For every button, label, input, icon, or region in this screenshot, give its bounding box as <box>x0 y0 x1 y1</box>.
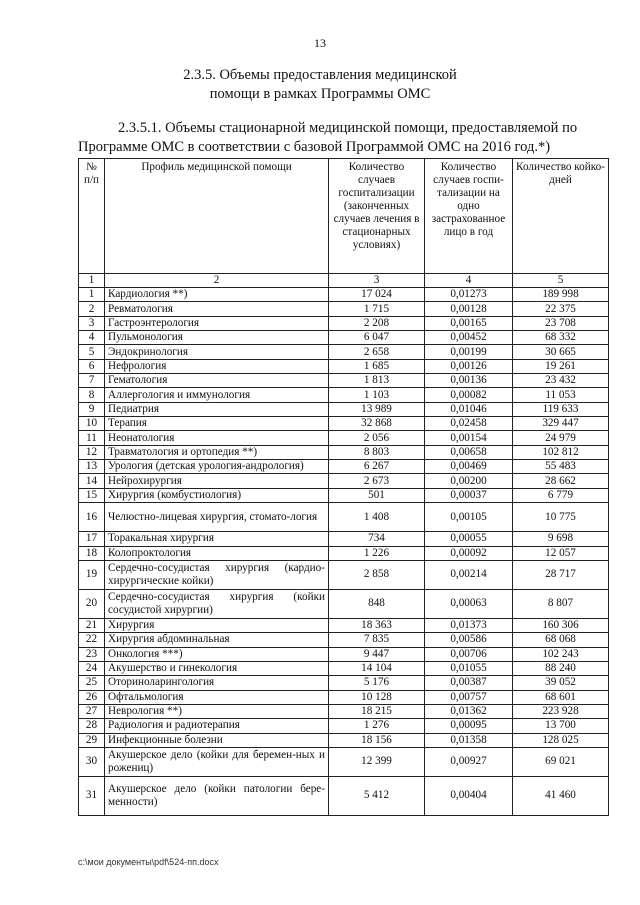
header-profile: Профиль медицинской помощи <box>105 159 329 274</box>
table-row <box>79 474 609 488</box>
row-per-person: 0,00055 <box>425 532 513 546</box>
header-number: № п/п <box>79 159 105 274</box>
table-row <box>79 776 609 815</box>
row-profile: Педиатрия <box>105 402 329 416</box>
row-number: 31 <box>79 776 105 815</box>
row-cases: 12 399 <box>329 747 425 776</box>
row-number: 13 <box>79 460 105 474</box>
table-row <box>79 388 609 402</box>
table-row <box>79 589 609 618</box>
row-per-person: 0,00658 <box>425 445 513 459</box>
table-row <box>79 733 609 747</box>
row-cases: 7 835 <box>329 633 425 647</box>
row-number: 21 <box>79 618 105 632</box>
subsection-title: 2.3.5.1. Объемы стационарной медицинской помощи, предоставляемой по Программе ОМС в соответствии с базовой Программой ОМС на 2016 год.*) <box>78 120 578 155</box>
row-per-person: 0,00082 <box>425 388 513 402</box>
table-row <box>79 417 609 431</box>
row-per-person: 0,00387 <box>425 676 513 690</box>
row-profile: Нейрохирургия <box>105 474 329 488</box>
row-per-person: 0,00706 <box>425 647 513 661</box>
row-bed-days: 13 700 <box>513 719 609 733</box>
row-profile: Акушерство и гинекология <box>105 661 329 675</box>
row-number: 30 <box>79 747 105 776</box>
row-profile: Офтальмология <box>105 690 329 704</box>
row-number: 19 <box>79 560 105 589</box>
row-bed-days: 23 708 <box>513 316 609 330</box>
row-bed-days: 189 998 <box>513 288 609 302</box>
row-cases: 1 813 <box>329 374 425 388</box>
row-per-person: 0,00927 <box>425 747 513 776</box>
row-bed-days: 12 057 <box>513 546 609 560</box>
row-profile: Пульмонология <box>105 331 329 345</box>
row-cases: 18 363 <box>329 618 425 632</box>
page-number: 13 <box>314 36 326 50</box>
table-row <box>79 661 609 675</box>
table-row <box>79 345 609 359</box>
row-cases: 13 989 <box>329 402 425 416</box>
row-cases: 5 176 <box>329 676 425 690</box>
row-per-person: 0,00105 <box>425 503 513 532</box>
row-number: 17 <box>79 532 105 546</box>
row-per-person: 0,00469 <box>425 460 513 474</box>
row-bed-days: 68 601 <box>513 690 609 704</box>
row-bed-days: 160 306 <box>513 618 609 632</box>
table-row <box>79 690 609 704</box>
row-bed-days: 23 432 <box>513 374 609 388</box>
table-row <box>79 704 609 718</box>
row-number: 15 <box>79 488 105 502</box>
row-per-person: 0,00404 <box>425 776 513 815</box>
row-cases: 1 408 <box>329 503 425 532</box>
table-row <box>79 488 609 502</box>
row-profile: Гематология <box>105 374 329 388</box>
row-per-person: 0,00037 <box>425 488 513 502</box>
column-number: 4 <box>425 274 513 288</box>
row-cases: 17 024 <box>329 288 425 302</box>
row-bed-days: 128 025 <box>513 733 609 747</box>
row-number: 8 <box>79 388 105 402</box>
row-profile: Акушерское дело (койки патологии бере-менности) <box>105 776 329 815</box>
row-cases: 2 056 <box>329 431 425 445</box>
row-bed-days: 28 717 <box>513 560 609 589</box>
row-bed-days: 28 662 <box>513 474 609 488</box>
header-per-person: Количество случаев госпи-тализации на одно застрахованное лицо в год <box>425 159 513 274</box>
row-bed-days: 39 052 <box>513 676 609 690</box>
row-profile: Терапия <box>105 417 329 431</box>
row-per-person: 0,00214 <box>425 560 513 589</box>
row-cases: 1 226 <box>329 546 425 560</box>
row-cases: 1 276 <box>329 719 425 733</box>
row-bed-days: 30 665 <box>513 345 609 359</box>
row-bed-days: 68 332 <box>513 331 609 345</box>
row-number: 2 <box>79 302 105 316</box>
row-cases: 10 128 <box>329 690 425 704</box>
row-number: 4 <box>79 331 105 345</box>
row-profile: Кардиология **) <box>105 288 329 302</box>
row-per-person: 0,00095 <box>425 719 513 733</box>
row-number: 6 <box>79 359 105 373</box>
row-bed-days: 55 483 <box>513 460 609 474</box>
table-row <box>79 445 609 459</box>
section-title <box>0 66 640 104</box>
row-number: 22 <box>79 633 105 647</box>
row-number: 23 <box>79 647 105 661</box>
row-number: 18 <box>79 546 105 560</box>
row-profile: Травматология и ортопедия **) <box>105 445 329 459</box>
row-bed-days: 24 979 <box>513 431 609 445</box>
row-per-person: 0,00757 <box>425 690 513 704</box>
row-number: 24 <box>79 661 105 675</box>
row-number: 7 <box>79 374 105 388</box>
table-row <box>79 747 609 776</box>
section-title-line-1: 2.3.5. Объемы предоставления медицинской <box>183 67 457 83</box>
row-number: 14 <box>79 474 105 488</box>
table-row <box>79 503 609 532</box>
row-per-person: 0,00200 <box>425 474 513 488</box>
row-per-person: 0,01358 <box>425 733 513 747</box>
row-profile: Челюстно-лицевая хирургия, стомато-логия <box>105 503 329 532</box>
row-per-person: 0,01055 <box>425 661 513 675</box>
row-bed-days: 9 698 <box>513 532 609 546</box>
row-per-person: 0,01273 <box>425 288 513 302</box>
row-bed-days: 19 261 <box>513 359 609 373</box>
header-cases: Количество случаев госпитализации (законченных случаев лечения в стационарных условиях) <box>329 159 425 274</box>
row-number: 28 <box>79 719 105 733</box>
table-row <box>79 546 609 560</box>
row-bed-days: 102 243 <box>513 647 609 661</box>
table-row <box>79 316 609 330</box>
row-bed-days: 119 633 <box>513 402 609 416</box>
row-bed-days: 22 375 <box>513 302 609 316</box>
row-cases: 2 658 <box>329 345 425 359</box>
row-profile: Нефрология <box>105 359 329 373</box>
row-bed-days: 8 807 <box>513 589 609 618</box>
row-cases: 18 156 <box>329 733 425 747</box>
row-cases: 501 <box>329 488 425 502</box>
row-number: 26 <box>79 690 105 704</box>
row-per-person: 0,00092 <box>425 546 513 560</box>
row-bed-days: 223 928 <box>513 704 609 718</box>
row-profile: Ревматология <box>105 302 329 316</box>
row-per-person: 0,01362 <box>425 704 513 718</box>
table-row <box>79 560 609 589</box>
row-cases: 18 215 <box>329 704 425 718</box>
row-per-person: 0,00128 <box>425 302 513 316</box>
row-per-person: 0,01046 <box>425 402 513 416</box>
row-profile: Хирургия абдоминальная <box>105 633 329 647</box>
row-per-person: 0,02458 <box>425 417 513 431</box>
row-profile: Хирургия (комбустиология) <box>105 488 329 502</box>
column-number: 1 <box>79 274 105 288</box>
row-profile: Гастроэнтерология <box>105 316 329 330</box>
row-bed-days: 41 460 <box>513 776 609 815</box>
row-profile: Инфекционные болезни <box>105 733 329 747</box>
row-cases: 1 103 <box>329 388 425 402</box>
table-row <box>79 618 609 632</box>
row-per-person: 0,00165 <box>425 316 513 330</box>
row-number: 1 <box>79 288 105 302</box>
row-per-person: 0,00136 <box>425 374 513 388</box>
row-profile: Эндокринология <box>105 345 329 359</box>
row-number: 29 <box>79 733 105 747</box>
row-number: 20 <box>79 589 105 618</box>
row-profile: Торакальная хирургия <box>105 532 329 546</box>
row-cases: 14 104 <box>329 661 425 675</box>
row-number: 11 <box>79 431 105 445</box>
row-cases: 2 858 <box>329 560 425 589</box>
row-per-person: 0,00452 <box>425 331 513 345</box>
table-row <box>79 460 609 474</box>
table-row <box>79 719 609 733</box>
footer-file-path: c:\мои документы\pdf\524-пп.docx <box>78 857 219 867</box>
row-number: 5 <box>79 345 105 359</box>
row-cases: 6 267 <box>329 460 425 474</box>
table-row <box>79 431 609 445</box>
table-header-row <box>79 159 609 274</box>
column-number: 5 <box>513 274 609 288</box>
row-number: 9 <box>79 402 105 416</box>
table-row <box>79 374 609 388</box>
row-profile: Хирургия <box>105 618 329 632</box>
section-title-line-2: помощи в рамках Программы ОМС <box>209 86 431 102</box>
row-per-person: 0,00199 <box>425 345 513 359</box>
table-row <box>79 633 609 647</box>
row-bed-days: 6 779 <box>513 488 609 502</box>
row-bed-days: 102 812 <box>513 445 609 459</box>
row-profile: Оториноларингология <box>105 676 329 690</box>
column-number: 3 <box>329 274 425 288</box>
row-number: 25 <box>79 676 105 690</box>
row-profile: Неонатология <box>105 431 329 445</box>
row-per-person: 0,00586 <box>425 633 513 647</box>
row-number: 27 <box>79 704 105 718</box>
table-row <box>79 359 609 373</box>
row-per-person: 0,01373 <box>425 618 513 632</box>
row-number: 16 <box>79 503 105 532</box>
row-cases: 9 447 <box>329 647 425 661</box>
row-bed-days: 88 240 <box>513 661 609 675</box>
row-cases: 848 <box>329 589 425 618</box>
hospital-care-volume-table <box>78 158 609 816</box>
row-cases: 5 412 <box>329 776 425 815</box>
row-bed-days: 329 447 <box>513 417 609 431</box>
row-cases: 2 673 <box>329 474 425 488</box>
row-cases: 8 803 <box>329 445 425 459</box>
table-row <box>79 532 609 546</box>
row-cases: 1 715 <box>329 302 425 316</box>
row-bed-days: 10 775 <box>513 503 609 532</box>
row-profile: Сердечно-сосудистая хирургия (кардио-хирургические койки) <box>105 560 329 589</box>
table-row <box>79 302 609 316</box>
row-per-person: 0,00126 <box>425 359 513 373</box>
row-cases: 6 047 <box>329 331 425 345</box>
row-cases: 1 685 <box>329 359 425 373</box>
row-profile: Радиология и радиотерапия <box>105 719 329 733</box>
column-number: 2 <box>105 274 329 288</box>
table-row <box>79 647 609 661</box>
row-number: 10 <box>79 417 105 431</box>
row-bed-days: 11 053 <box>513 388 609 402</box>
column-numbering-row <box>79 274 609 288</box>
row-profile: Сердечно-сосудистая хирургия (койки сосудистой хирургии) <box>105 589 329 618</box>
row-profile: Колопроктология <box>105 546 329 560</box>
row-bed-days: 69 021 <box>513 747 609 776</box>
row-number: 3 <box>79 316 105 330</box>
row-cases: 734 <box>329 532 425 546</box>
table-row <box>79 402 609 416</box>
row-number: 12 <box>79 445 105 459</box>
row-profile: Неврология **) <box>105 704 329 718</box>
row-cases: 2 208 <box>329 316 425 330</box>
table-row <box>79 288 609 302</box>
row-bed-days: 68 068 <box>513 633 609 647</box>
row-profile: Онкология ***) <box>105 647 329 661</box>
row-per-person: 0,00063 <box>425 589 513 618</box>
row-profile: Акушерское дело (койки для беремен-ных и рожениц) <box>105 747 329 776</box>
row-per-person: 0,00154 <box>425 431 513 445</box>
table-row <box>79 331 609 345</box>
table-row <box>79 676 609 690</box>
row-profile: Аллергология и иммунология <box>105 388 329 402</box>
row-profile: Урология (детская урология-андрология) <box>105 460 329 474</box>
row-cases: 32 868 <box>329 417 425 431</box>
header-bed-days: Количество койко-дней <box>513 159 609 274</box>
